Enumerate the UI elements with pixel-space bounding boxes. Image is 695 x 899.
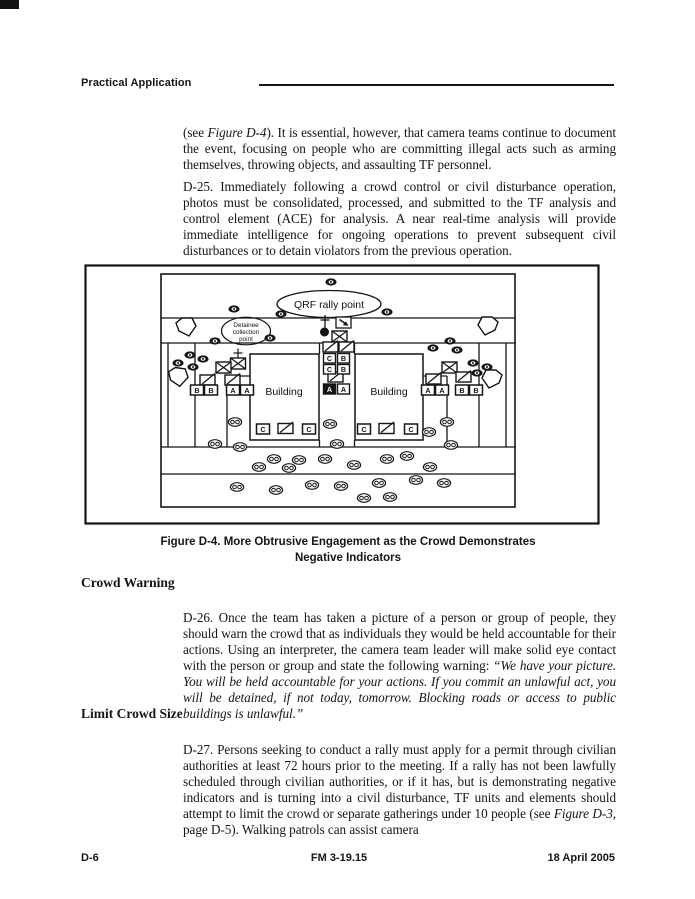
d27-run-1: D-27. Persons seeking to conduct a rally must apply for a permit through civilian authorities at least 72 hours prior to the meeting. If a rally has not been lawfully scheduled through civilian authorities, or if it has, but is demonstrating negative indicators and is turning into a civil disturbance, TF units and elements should attempt to limit the crowd or separate gatherings under 10 people (see	[183, 742, 616, 822]
right-unit-group	[422, 362, 483, 395]
infantry-symbol	[332, 331, 347, 342]
building-left-label: Building	[265, 386, 303, 398]
page-header-title: Practical Application	[81, 77, 192, 89]
svg-text:A: A	[340, 384, 347, 394]
figure-caption-line1: Figure D-4. More Obtrusive Engagement as the Crowd Demonstrates	[160, 536, 536, 548]
figure-caption	[70, 534, 626, 566]
detainee-label-1: Detainee	[233, 322, 259, 329]
arrow-box-symbol	[336, 317, 351, 328]
svg-text:C: C	[326, 354, 333, 363]
heading-crowd-warning: Crowd Warning	[81, 575, 175, 590]
figure-d3-reference: Figure D-3,	[553, 806, 616, 822]
svg-text:B: B	[194, 385, 200, 395]
figure-d4	[84, 264, 600, 525]
building-right-label: Building	[370, 386, 408, 398]
detainee-label-3: point	[239, 336, 253, 343]
svg-text:A: A	[425, 385, 431, 395]
footer-date: 18 April 2005	[547, 852, 615, 864]
footer-page-number: D-6	[81, 852, 99, 864]
svg-text:C: C	[408, 424, 414, 434]
figure-caption-line2: Negative Indicators	[294, 552, 402, 564]
left-unit-group	[191, 349, 254, 396]
paragraph-d26	[183, 610, 616, 722]
svg-text:A: A	[439, 385, 445, 395]
intro-run-1: (see	[183, 125, 208, 141]
svg-text:C: C	[260, 424, 266, 434]
footer-doc-number: FM 3-19.15	[310, 852, 368, 864]
qrf-rally-point-label: QRF rally point	[293, 299, 365, 311]
svg-text:C: C	[361, 424, 367, 434]
heading-limit-crowd-size: Limit Crowd Size	[81, 706, 183, 721]
header-rule	[259, 84, 614, 86]
svg-text:A: A	[230, 385, 236, 395]
paragraph-d27	[183, 742, 616, 838]
figure-diagram	[84, 264, 600, 525]
detainee-label-2: collection	[232, 329, 260, 336]
svg-text:C: C	[306, 424, 312, 434]
scan-corner-mark	[0, 0, 19, 9]
svg-text:A: A	[326, 384, 333, 394]
svg-text:B: B	[340, 354, 347, 363]
d26-run-1: D-26. Once the team has taken a picture of a person or group of people, they should warn the crowd that as individuals they would be held accountable for their actions. Using an interpreter, the camera team leader will make solid eye contact with the person or group and state the following warning:	[183, 610, 616, 674]
d27-run-2: page D-5). Walking patrols can assist camera	[183, 822, 419, 838]
svg-text:A: A	[244, 385, 250, 395]
crowd-symbols	[208, 418, 457, 503]
svg-text:B: B	[208, 385, 214, 395]
op-point-symbol	[320, 328, 329, 337]
intro-run-2: ). It is essential, however, that camera teams continue to document the event, focusing on people who are committing illegal acts such as arming themselves, throwing objects, and assaulting TF personnel.	[183, 125, 616, 173]
paragraph-d25: D-25. Immediately following a crowd control or civil disturbance operation, photos must be consolidated, processed, and submitted to the TF analysis and control element (ACE) for analysis. A near real-time analysis will provide immediate intelligence for ongoing operations to prevent subsequent civil disturbances or to detain violators from the previous operation.	[183, 179, 616, 259]
svg-text:C: C	[326, 365, 333, 374]
figure-d4-reference: Figure D-4	[207, 125, 267, 141]
svg-text:B: B	[340, 365, 347, 374]
svg-text:B: B	[459, 385, 465, 395]
svg-text:B: B	[473, 385, 479, 395]
paragraph-intro	[183, 125, 616, 173]
d26-warning-quote: “We have your picture. You will be held accountable for your actions. If you commit an unlawful act, you will be detained, if not today, tomorrow. Blocking roads or access to public buildings is unlawful.”	[183, 658, 616, 722]
